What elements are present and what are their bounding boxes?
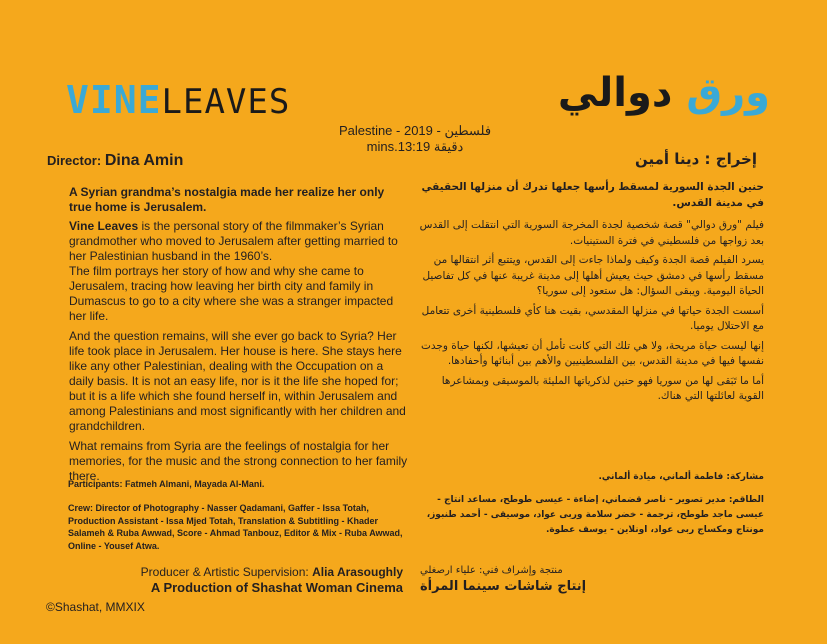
synopsis-paragraph-arabic: يسرد الفيلم قصة الجدة وكيف ولماذا جاءت إلى القدس، ويتتبع أثر انتقالها من مسقط رأسها في دمشق حيث يعيش أهلها إلى مدينة غريبة عنها في كل تفاصيل الحياة اليومية. ويبقى السؤال: هل ستعود إلى سوريا؟	[422, 254, 764, 297]
synopsis-english	[69, 219, 409, 489]
producer-arabic: منتجة وإشراف فني: علياء ارصغلي	[420, 565, 563, 576]
logo-word-waraq: ورق	[686, 70, 770, 116]
copyright: ©Shashat, MMXIX	[46, 600, 145, 614]
director-name: Dina Amin	[104, 152, 184, 169]
synopsis-text: is the personal story of the filmmaker’s Syrian grandmother who moved to Jerusalem after getting married to her Palestinian husband in the 1960’s.	[69, 219, 398, 263]
tagline-arabic: حنين الجدة السورية لمسقط رأسها جعلها تدرك أن منزلها الحقيقي في مدينة القدس.	[421, 181, 764, 209]
country-year: Palestine - 2019 - فلسطين	[338, 123, 492, 138]
logo-word-vine: VINE	[66, 78, 162, 122]
participants-arabic: مشاركة: فاطمة ألماني، ميادة ألماني.	[598, 472, 764, 482]
title-logo-arabic	[557, 70, 770, 116]
crew-arabic: الطاقم: مدير تصوير - ناصر قضماني، إضاءة - عيسى طوطح، مساعد انتاج - عيسى ماجد طوطح، ترجمة - خضر سلامة وربى عواد، موسيقى - أحمد طنبوز، مونتاج ومكساج ربى عواد، اونلاين - يوسف عطوة.	[426, 495, 764, 535]
synopsis-paragraph	[69, 219, 409, 264]
tagline-english: A Syrian grandma’s nostalgia made her realize her only true home is Jerusalem.	[69, 185, 385, 214]
crew-english: Crew: Director of Photography - Nasser Qadamani, Gaffer - Issa Totah, Production Assistant - Issa Mjed Totah, Translation & Subtitling - Khader Salameh & Ruba Awwad, Score - Ahmad Tanbouz, Editor & Mix - Ruba Awwad, Online - Yousef Atwa.	[68, 503, 403, 551]
producer-label: Producer & Artistic Supervision:	[140, 565, 313, 579]
synopsis-paragraph: And the question remains, will she ever go back to Syria? Her life took place in Jerusalem. Her house is here. She stays here like any other Palestinian, dealing with the Occupation on a daily basis. It is not an easy life, nor is it the life she hoped for; but it is a life which she found herself in, within Jerusalem and among Palestinians and most significantly with her children and grandchildren.	[69, 329, 406, 433]
production-company-arabic: إنتاج شاشات سينما المرأة	[420, 579, 587, 594]
duration: mins.13:19 دقيقة	[366, 139, 464, 154]
logo-word-leaves: LEAVES	[161, 82, 291, 122]
synopsis-paragraph: What remains from Syria are the feelings of nostalgia for her memories, for the music and the strong connection to her family there.	[69, 439, 408, 483]
synopsis-paragraph-arabic: أما ما تَبَقى لها من سوريا فهو حنين لذكرياتها المليئة بالموسيقى وبمشاعرها القوية لعائلتها التي هناك.	[441, 374, 764, 402]
production-company-english: A Production of Shashat Woman Cinema	[150, 580, 403, 595]
director-label: Director:	[47, 153, 102, 168]
title-logo-english	[66, 78, 290, 122]
director-arabic: إخراج : دينا أمين	[634, 150, 757, 168]
producer-english	[130, 565, 403, 579]
producer-name: Alia Arasoughly	[312, 565, 403, 579]
participants-english: Participants: Fatmeh Almani, Mayada Al-Mani.	[68, 479, 265, 489]
synopsis-paragraph-arabic: أسست الجدة حياتها في منزلها المقدسي، بقيت هنا كأي فلسطينية أخرى تتعامل مع الاحتلال يوميا.	[421, 304, 764, 332]
synopsis-paragraph: The film portrays her story of how and why she came to Jerusalem, tracing how leaving her birth city and family in Dumascus to go to a city where she was a stranger impacted her life.	[69, 264, 394, 323]
synopsis-paragraph-arabic: فيلم "ورق دوالي" قصة شخصية لجدة المخرجة السورية التي انتقلت إلى القدس بعد زواجها من فلسطيني في فترة الستينيات.	[419, 219, 764, 247]
synopsis-arabic	[419, 218, 764, 409]
film-title-inline: Vine Leaves	[69, 219, 139, 233]
director-english	[47, 152, 183, 170]
synopsis-paragraph-arabic: إنها ليست حياة مريحة، ولا هي تلك التي كانت تأمل أن تعيشها، لكنها حياة وجدت نفسها فيها في مدينة القدس، بين الفلسطينيين والأهم بين أبنائها وأحفادها.	[420, 339, 764, 367]
logo-word-dawali: دوالي	[557, 70, 673, 116]
